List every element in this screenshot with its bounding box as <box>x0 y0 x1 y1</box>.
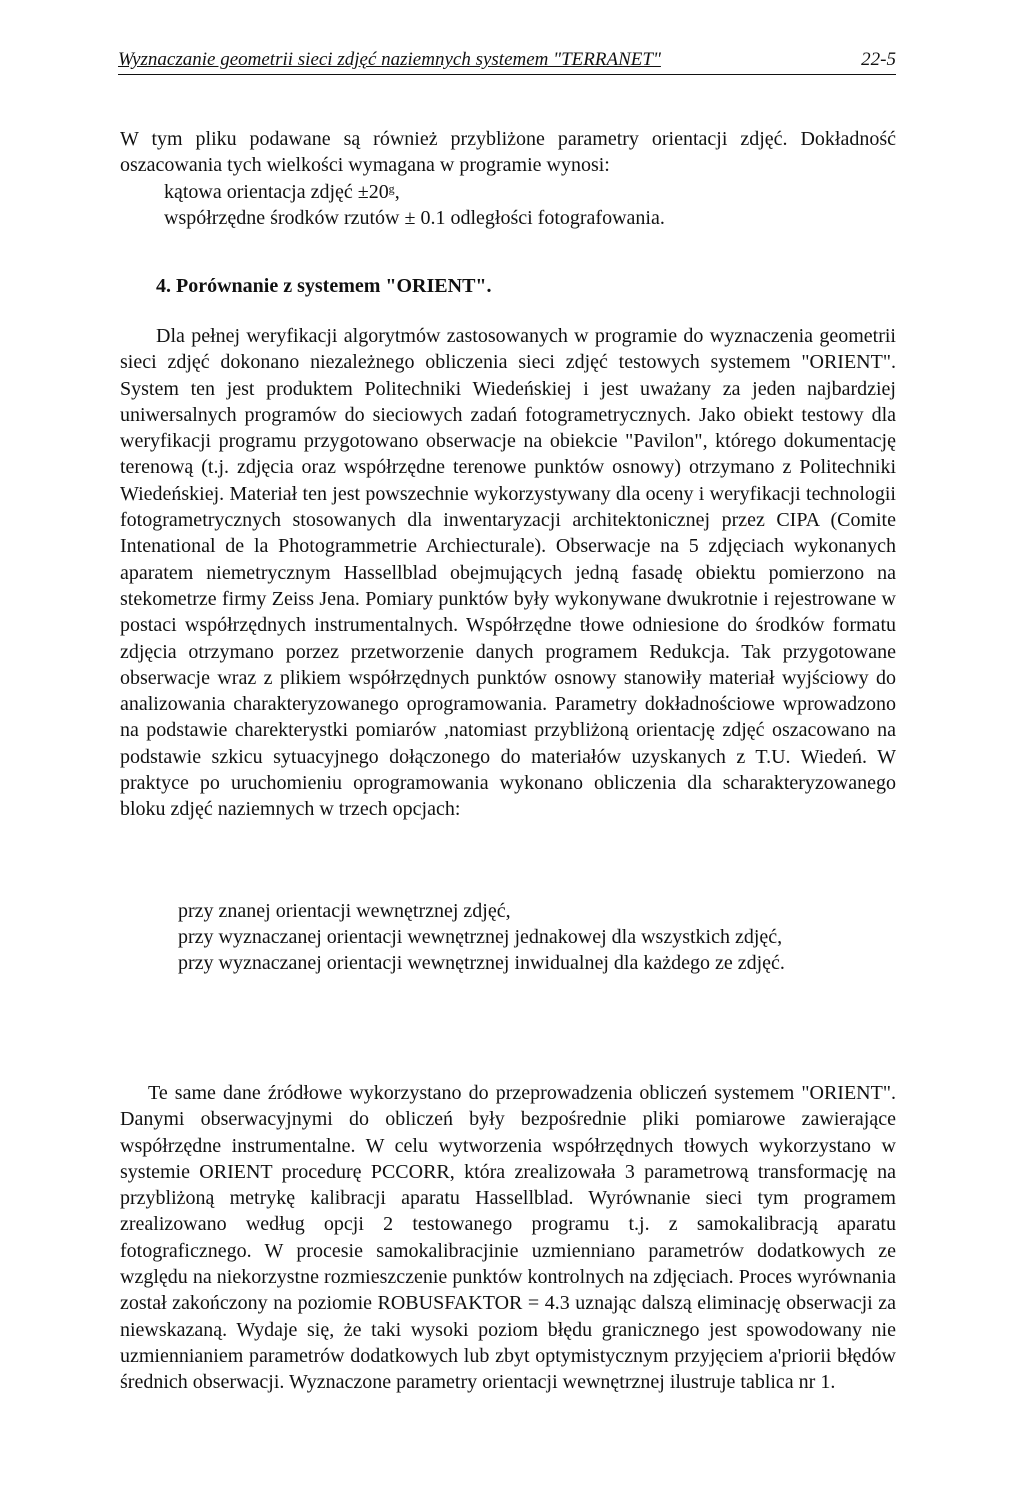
section-paragraph: Dla pełnej weryfikacji algorytmów zastosowanych w programie do wyznaczenia geometrii sieci zdjęć dokonano niezależnego obliczenia sieci zdjęć testowych systemem "ORIENT". System ten jest produktem Politechniki Wiedeńskiej i jest uważany za jeden najbardziej uniwersalnych programów do sieciowych zadań fotogrametrycznych. Jako obiekt testowy dla weryfikacji programu przygotowano obserwacje na obiekcie "Pavilon", którego dokumentację terenową (t.j. zdjęcia oraz współrzędne terenowe punktów osnowy) otrzymano z Politechniki Wiedeńskiej. Materiał ten jest powszechnie wykorzystywany dla oceny i weryfikacji technologii fotogrametrycznych stosowanych dla inwentaryzacji architektonicznej przez CIPA (Comite Intenational de la Photogrammetrie Archiecturale). Obserwacje na 5 zdjęciach wykonanych aparatem niemetrycznym Hassellblad obejmujących jedną fasadę obiektu pomierzono na stekometrze firmy Zeiss Jena. Pomiary punktów były wykonywane dwukrotnie i rejestrowane w postaci współrzędnych instrumentalnych. Współrzędne tłowe odniesione do środków formatu zdjęcia otrzymano porzez przetworzenie danych programem Redukcja. Tak przygotowane obserwacje wraz z plikiem współrzędnych punktów osnowy stanowiły materiał wyjściowy do analizowania charakteryzowanego oprogramowania. Parametry dokładnościowe wprowadzono na podstawie charekterystki pomiarów ,natomiast przybliżoną orientację zdjęć oszacowano na podstawie szkicu sytuacyjnego dołączonego do materiałów uzyskanych z T.U. Wiedeń. W praktyce po uruchomieniu oprogramowania wykonano obliczenia dla scharakteryzowanego bloku zdjęć naziemnych w trzech opcjach: <box>120 325 896 821</box>
page-number: 22-5 <box>861 49 896 70</box>
intro-item-coordinates: współrzędne środków rzutów ± 0.1 odległości fotografowania. <box>164 206 665 229</box>
list-item: przy znanej orientacji wewnętrznej zdjęć, <box>178 900 511 922</box>
header-title: Wyznaczanie geometrii sieci zdjęć naziemnych systemem "TERRANET" <box>118 49 661 70</box>
intro-item-angular: kątowa orientacja zdjęć ±20ᵍ, <box>164 180 400 203</box>
options-list <box>178 898 898 976</box>
intro-paragraph <box>120 126 896 231</box>
section-heading: 4. Porównanie z systemem "ORIENT". <box>156 275 492 297</box>
list-item: przy wyznaczanej orientacji wewnętrznej jednakowej dla wszystkich zdjęć, <box>178 926 783 948</box>
closing-paragraph: Te same dane źródłowe wykorzystano do przeprowadzenia obliczeń systemem "ORIENT". Danymi obserwacyjnymi do obliczeń były bezpośrednie pliki pomiarowe zawierające współrzędne instrumentalne. W celu wytworzenia współrzędnych tłowych wykorzystano w systemie ORIENT procedurę PCCORR, która zrealizowała 3 parametrową transformację na przybliżoną metrykę kalibracji aparatu Hassellblad. Wyrównanie sieci tym programem zrealizowano według opcji 2 testowanego programu t.j. z samokalibracją aparatu fotograficznego. W procesie samokalibracjinie uzmienniano parametrów dodatkowych ze względu na niekorzystne rozmieszczenie punktów kontrolnych na zdjęciach. Proces wyrównania został zakończony na poziomie ROBUSFAKTOR = 4.3 uznając dalszą eliminację obserwacji za niewskazaną. Wydaje się, że taki wysoki poziom błędu granicznego jest spowodowany nie uzmiennianiem parametrów dodatkowych lub zbyt optymistycznym przyjęciem a'priorii błędów średnich obserwacji. Wyznaczone parametry orientacji wewnętrznej ilustruje tablica nr 1. <box>120 1082 896 1394</box>
list-item: przy wyznaczanej orientacji wewnętrznej inwidualnej dla każdego ze zdjęć. <box>178 952 785 974</box>
intro-text: W tym pliku podawane są również przybliżone parametry orientacji zdjęć. Dokładność oszacowania tych wielkości wymagana w programie wynosi: <box>120 128 896 177</box>
running-header <box>118 40 896 75</box>
